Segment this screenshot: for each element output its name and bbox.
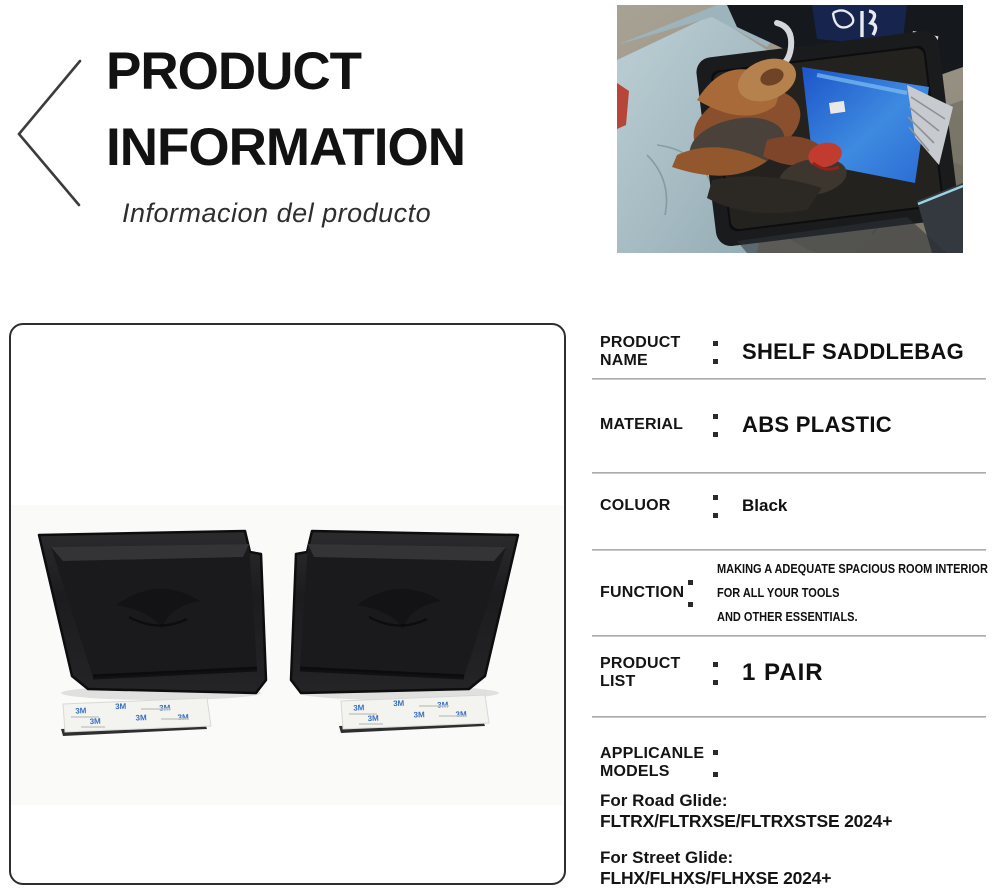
saddlebag-photo	[617, 5, 963, 253]
colon-separator	[712, 750, 718, 777]
svg-text:3M: 3M	[177, 712, 189, 723]
spec-row-material	[592, 397, 986, 453]
svg-text:3M: 3M	[159, 703, 171, 713]
spec-row-product-name	[592, 325, 986, 379]
spec-value: 1 PAIR	[742, 659, 824, 686]
spec-value: Black	[742, 496, 788, 515]
spec-label: PRODUCT LIST	[600, 655, 681, 690]
product-image-box	[9, 323, 566, 885]
chevron-left-icon	[14, 57, 86, 214]
spec-value: ABS PLASTIC	[742, 412, 892, 437]
row-divider	[592, 716, 986, 718]
row-divider	[592, 635, 986, 637]
road-glide-models: FLTRX/FLTRXSE/FLTRXSTSE 2024+	[600, 811, 893, 831]
colon-separator	[688, 580, 693, 607]
colon-separator	[712, 341, 718, 364]
spec-label: PRODUCT NAME	[600, 334, 681, 369]
street-glide-title: For Street Glide:	[600, 848, 734, 867]
svg-text:3M: 3M	[135, 713, 147, 723]
svg-text:3M: 3M	[75, 706, 87, 716]
svg-text:3M: 3M	[437, 700, 449, 710]
spec-label: FUNCTION	[600, 584, 685, 601]
spec-value: SHELF SADDLEBAG	[742, 339, 965, 364]
svg-text:3M: 3M	[353, 703, 365, 713]
colon-separator	[712, 662, 718, 685]
svg-text:3M: 3M	[367, 713, 379, 724]
svg-text:3M: 3M	[413, 710, 425, 720]
title-line-2: INFORMATION	[106, 118, 465, 177]
application-models	[600, 791, 986, 889]
tray-left	[39, 531, 266, 693]
spec-table	[592, 323, 989, 888]
svg-text:3M: 3M	[455, 709, 467, 720]
spec-row-function	[592, 556, 989, 630]
svg-text:3M: 3M	[392, 698, 405, 709]
spec-label: COLUOR	[600, 497, 671, 514]
spec-row-colour	[592, 481, 986, 531]
street-glide-block	[600, 848, 986, 889]
row-divider	[592, 378, 986, 380]
colon-separator	[712, 414, 718, 437]
svg-text:3M: 3M	[114, 701, 127, 712]
title-line-1: PRODUCT	[106, 42, 362, 101]
row-divider	[592, 472, 986, 474]
spec-value: MAKING A ADEQUATE SPACIOUS ROOM INTERIOR FOR ALL YOUR TOOLS AND OTHER ESSENTIALS.	[717, 562, 989, 624]
road-glide-title: For Road Glide:	[600, 791, 728, 810]
road-glide-block	[600, 791, 986, 832]
svg-text:3M: 3M	[89, 716, 101, 727]
tray-right	[291, 531, 518, 693]
spec-label: APPLICANLE MODELS	[600, 745, 705, 780]
spec-row-product-list	[592, 645, 986, 701]
row-divider	[592, 549, 986, 551]
colon-separator	[712, 495, 718, 518]
spec-label: MATERIAL	[600, 416, 684, 433]
spec-row-applicable-models	[592, 739, 986, 787]
page-title	[106, 34, 586, 229]
street-glide-models: FLHX/FLHXS/FLHXSE 2024+	[600, 868, 832, 888]
title-subtitle: Informacion del producto	[122, 198, 432, 228]
